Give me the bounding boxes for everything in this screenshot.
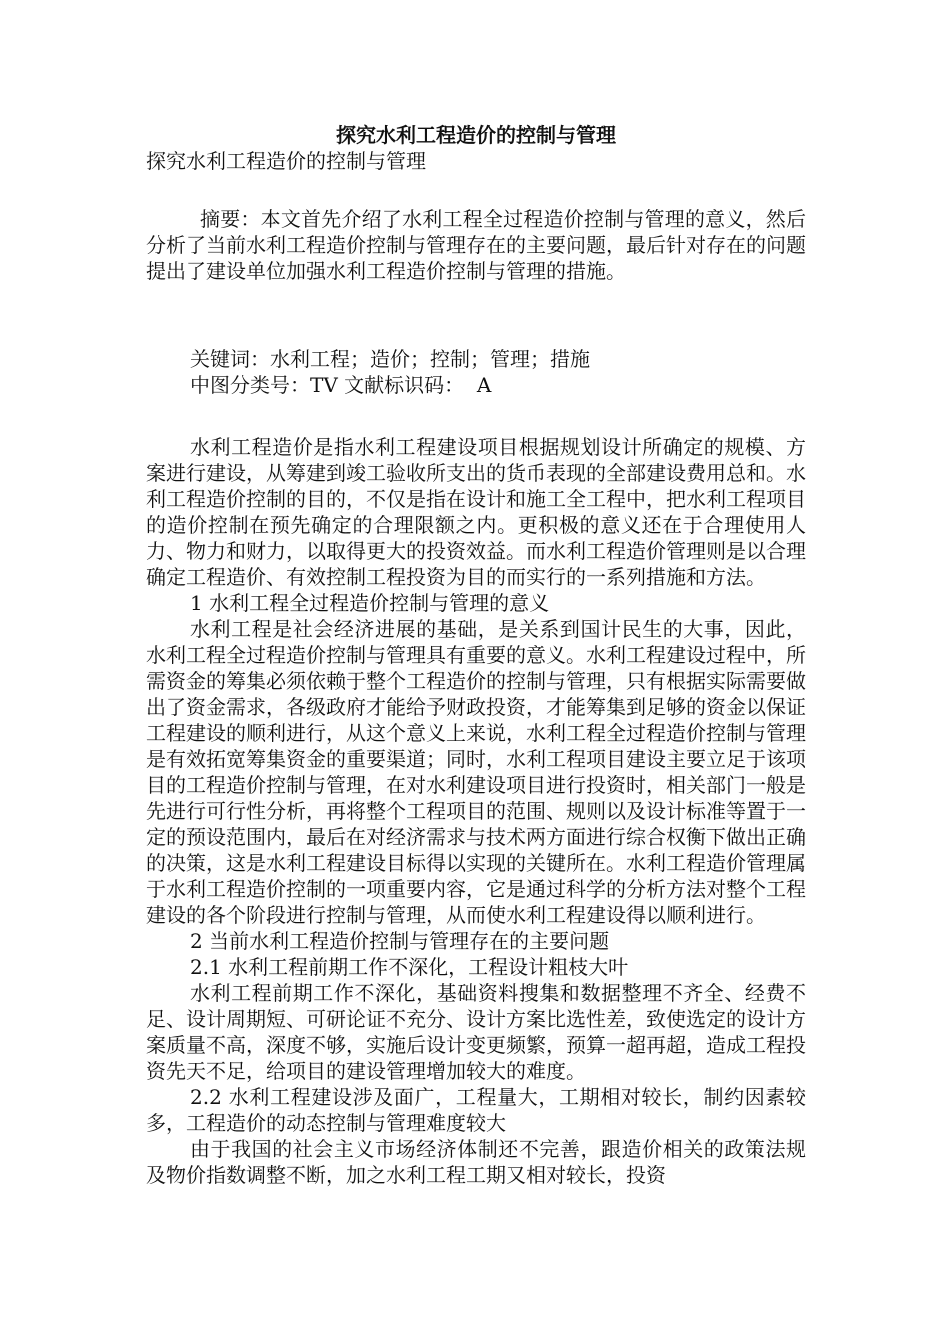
classification-line: 中图分类号：TV 文献标识码： A [190,373,492,397]
keywords-line: 关键词：水利工程；造价；控制；管理；措施 [190,347,590,371]
section-2-1-heading: 2.1 水利工程前期工作不深化，工程设计粗枝大叶 [190,955,629,979]
section-2-1-paragraph: 水利工程前期工作不深化，基础资料搜集和数据整理不齐全、经费不足、设计周期短、可研论证不充分、设计方案比选性差，致使选定的设计方案质量不高，深度不够，实施后设计变更频繁，预算一超再超，造成工程投资先天不足，给项目的建设管理增加较大的难度。 [146,981,806,1083]
abstract-paragraph: 摘要：本文首先介绍了水利工程全过程造价控制与管理的意义，然后分析了当前水利工程造价控制与管理存在的主要问题，最后针对存在的问题提出了建设单位加强水利工程造价控制与管理的措施。 [146,207,806,283]
document-title: 探究水利工程造价的控制与管理 [336,123,616,147]
section-2-heading: 2 当前水利工程造价控制与管理存在的主要问题 [190,929,610,953]
section-2-2-heading: 2.2 水利工程建设涉及面广，工程量大，工期相对较长，制约因素较多，工程造价的动态控制与管理难度较大 [146,1085,806,1135]
section-1-paragraph: 水利工程是社会经济进展的基础，是关系到国计民生的大事，因此，水利工程全过程造价控制与管理具有重要的意义。水利工程建设过程中，所需资金的筹集必须依赖于整个工程造价的控制与管理，只有根据实际需要做出了资金需求，各级政府才能给予财政投资，才能筹集到足够的资金以保证工程建设的顺利进行，从这个意义上来说，水利工程全过程造价控制与管理是有效拓宽筹集资金的重要渠道；同时，水利工程项目建设主要立足于该项目的工程造价控制与管理，在对水利建设项目进行投资时，相关部门一般是先进行可行性分析，再将整个工程项目的范围、规则以及设计标准等置于一定的预设范围内，最后在对经济需求与技术两方面进行综合权衡下做出正确的决策，这是水利工程建设目标得以实现的关键所在。水利工程造价管理属于水利工程造价控制的一项重要内容，它是通过科学的分析方法对整个工程建设的各个阶段进行控制与管理，从而使水利工程建设得以顺利进行。 [146,617,806,927]
intro-paragraph: 水利工程造价是指水利工程建设项目根据规划设计所确定的规模、方案进行建设，从筹建到竣工验收所支出的货币表现的全部建设费用总和。水利工程造价控制的目的，不仅是指在设计和施工全工程中，把水利工程项目的造价控制在预先确定的合理限额之内。更积极的意义还在于合理使用人力、物力和财力，以取得更大的投资效益。而水利工程造价管理则是以合理确定工程造价、有效控制工程投资为目的而实行的一系列措施和方法。 [146,435,806,589]
document-subtitle: 探究水利工程造价的控制与管理 [146,149,426,173]
section-2-2-paragraph: 由于我国的社会主义市场经济体制还不完善，跟造价相关的政策法规及物价指数调整不断，加之水利工程工期又相对较长，投资 [146,1137,806,1187]
document-content [146,122,806,1188]
section-1-heading: 1 水利工程全过程造价控制与管理的意义 [190,591,550,615]
